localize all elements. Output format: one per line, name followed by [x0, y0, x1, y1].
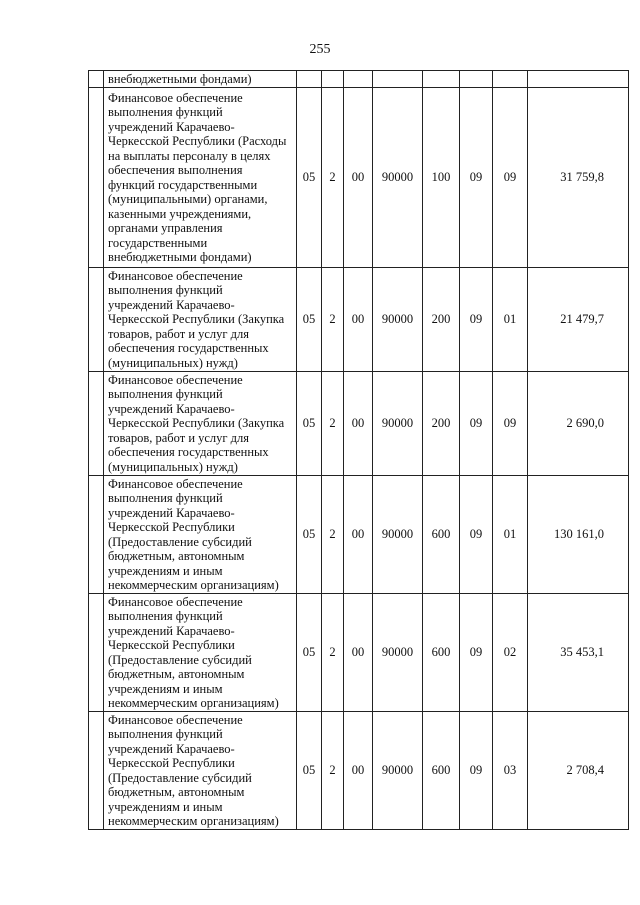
code-cell-4: 90000 — [373, 711, 423, 829]
blank-cell — [89, 87, 104, 267]
amount-cell: 2 690,0 — [528, 371, 629, 475]
code-cell-7: 09 — [493, 87, 528, 267]
code-cell-7: 02 — [493, 593, 528, 711]
code-cell-7: 09 — [493, 371, 528, 475]
code-cell-1: 05 — [297, 371, 322, 475]
code-cell-2: 2 — [322, 711, 344, 829]
amount-cell: 21 479,7 — [528, 267, 629, 371]
description-cell: Финансовое обеспечение выполнения функций учреждений Карачаево- Черкесской Республики (Закупка товаров, работ и услуг для обеспечения государственных (муниципальных) нужд) — [104, 371, 297, 475]
code-cell-1 — [297, 71, 322, 88]
amount-cell: 31 759,8 — [528, 87, 629, 267]
description-cell: Финансовое обеспечение выполнения функций учреждений Карачаево- Черкесской Республики (Предоставление субсидий бюджетным, автономным учреждениям и иным некоммерческим организациям) — [104, 593, 297, 711]
table-row — [89, 87, 629, 267]
code-cell-6: 09 — [460, 267, 493, 371]
code-cell-4: 90000 — [373, 475, 423, 593]
code-cell-5: 200 — [423, 371, 460, 475]
code-cell-7: 03 — [493, 711, 528, 829]
description-cell: Финансовое обеспечение выполнения функций учреждений Карачаево- Черкесской Республики (Предоставление субсидий бюджетным, автономным учреждениям и иным некоммерческим организациям) — [104, 475, 297, 593]
blank-cell — [89, 71, 104, 88]
budget-table — [88, 70, 629, 830]
code-cell-4: 90000 — [373, 593, 423, 711]
description-cell: Финансовое обеспечение выполнения функций учреждений Карачаево- Черкесской Республики (Предоставление субсидий бюджетным, автономным учреждениям и иным некоммерческим организациям) — [104, 711, 297, 829]
code-cell-1: 05 — [297, 475, 322, 593]
code-cell-2: 2 — [322, 593, 344, 711]
code-cell-5: 600 — [423, 475, 460, 593]
blank-cell — [89, 371, 104, 475]
page-number: 255 — [309, 42, 331, 57]
code-cell-4 — [373, 71, 423, 88]
code-cell-4: 90000 — [373, 87, 423, 267]
table-row — [89, 711, 629, 829]
description-cell: внебюджетными фондами) — [104, 71, 297, 88]
code-cell-2 — [322, 71, 344, 88]
blank-cell — [89, 711, 104, 829]
description-cell: Финансовое обеспечение выполнения функций учреждений Карачаево- Черкесской Республики (Расходы на выплаты персоналу в целях обеспечения выполнения функций государственными (муниципальными) органами, казенными учреждениями, органами управления государственными внебюджетными фондами) — [104, 87, 297, 267]
code-cell-6: 09 — [460, 87, 493, 267]
code-cell-5 — [423, 71, 460, 88]
code-cell-5: 200 — [423, 267, 460, 371]
code-cell-7 — [493, 71, 528, 88]
code-cell-6 — [460, 71, 493, 88]
code-cell-2: 2 — [322, 371, 344, 475]
code-cell-3: 00 — [344, 593, 373, 711]
blank-cell — [89, 267, 104, 371]
code-cell-5: 100 — [423, 87, 460, 267]
code-cell-1: 05 — [297, 593, 322, 711]
blank-cell — [89, 475, 104, 593]
table-row — [89, 475, 629, 593]
scan-specks — [0, 889, 640, 891]
table-row — [89, 593, 629, 711]
code-cell-6: 09 — [460, 593, 493, 711]
code-cell-3 — [344, 71, 373, 88]
code-cell-3: 00 — [344, 371, 373, 475]
table-row — [89, 71, 629, 88]
code-cell-6: 09 — [460, 711, 493, 829]
code-cell-7: 01 — [493, 475, 528, 593]
code-cell-4: 90000 — [373, 267, 423, 371]
code-cell-1: 05 — [297, 267, 322, 371]
code-cell-3: 00 — [344, 475, 373, 593]
code-cell-1: 05 — [297, 87, 322, 267]
amount-cell — [528, 71, 629, 88]
amount-cell: 2 708,4 — [528, 711, 629, 829]
code-cell-5: 600 — [423, 593, 460, 711]
amount-cell: 35 453,1 — [528, 593, 629, 711]
code-cell-7: 01 — [493, 267, 528, 371]
blank-cell — [89, 593, 104, 711]
table-row — [89, 371, 629, 475]
code-cell-4: 90000 — [373, 371, 423, 475]
code-cell-2: 2 — [322, 475, 344, 593]
code-cell-2: 2 — [322, 87, 344, 267]
code-cell-3: 00 — [344, 267, 373, 371]
code-cell-1: 05 — [297, 711, 322, 829]
amount-cell: 130 161,0 — [528, 475, 629, 593]
code-cell-5: 600 — [423, 711, 460, 829]
code-cell-3: 00 — [344, 711, 373, 829]
description-cell: Финансовое обеспечение выполнения функций учреждений Карачаево- Черкесской Республики (Закупка товаров, работ и услуг для обеспечения государственных (муниципальных) нужд) — [104, 267, 297, 371]
code-cell-6: 09 — [460, 371, 493, 475]
code-cell-3: 00 — [344, 87, 373, 267]
table-row — [89, 267, 629, 371]
code-cell-2: 2 — [322, 267, 344, 371]
code-cell-6: 09 — [460, 475, 493, 593]
